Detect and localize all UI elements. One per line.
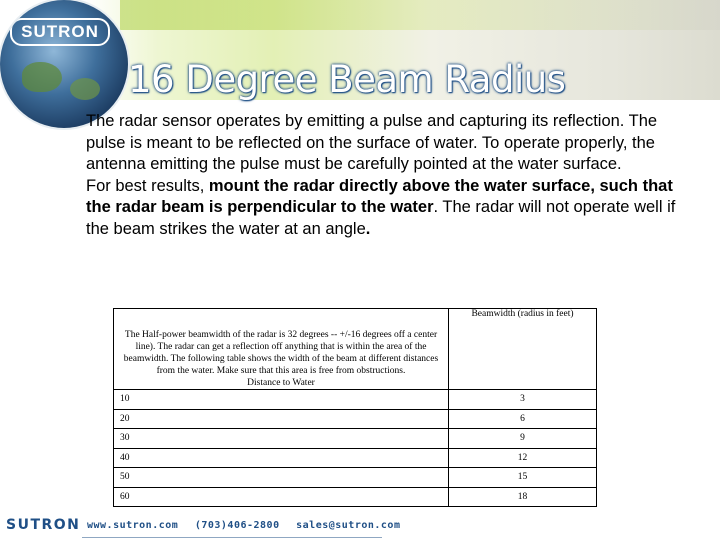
beamwidth-cell: 15	[449, 468, 597, 488]
beamwidth-cell: 6	[449, 409, 597, 429]
paragraph-1: The radar sensor operates by emitting a pulse and capturing its reflection. The pulse is meant to be reflected on the surface of water. To operate properly, the antenna emitting the pulse must be carefully pointed at the water surface.	[86, 112, 658, 173]
table-row	[114, 487, 597, 507]
distance-cell: 50	[114, 468, 449, 488]
table-row	[114, 390, 597, 410]
column-header-distance: Distance to Water	[247, 378, 315, 388]
body-text	[86, 111, 686, 240]
footer-contact	[87, 520, 400, 531]
table-row	[114, 448, 597, 468]
beamwidth-table	[113, 308, 597, 507]
paragraph-2	[86, 176, 686, 241]
distance-cell: 30	[114, 429, 449, 449]
footer-email: sales@sutron.com	[296, 520, 401, 531]
distance-cell: 10	[114, 390, 449, 410]
beamwidth-cell: 18	[449, 487, 597, 507]
footer	[0, 515, 720, 540]
beamwidth-cell: 9	[449, 429, 597, 449]
paragraph-2-period: .	[365, 219, 371, 238]
logo-wordmark: SUTRON	[10, 18, 110, 46]
paragraph-2-emphasis: mount the radar directly above the water surface, such that the radar beam is perpendicular to the water	[86, 176, 673, 216]
description-cell	[114, 309, 449, 390]
table-header-row	[114, 309, 597, 390]
table-row	[114, 409, 597, 429]
table-row	[114, 429, 597, 449]
table-description: The Half-power beamwidth of the radar is 32 degrees -- +/-16 degrees off a center line). The radar can get a reflection off anything that is within the area of the beamwidth. The following table shows the width of the beam at different distances from the water. Make sure that this area is free from obstructions.	[123, 330, 439, 376]
distance-cell: 20	[114, 409, 449, 429]
globe-land-shape	[70, 78, 100, 100]
paragraph-2-lead: For best results,	[86, 176, 209, 195]
paragraph-2-tail: . The radar will not operate well if the beam strikes the water at an angle	[86, 198, 676, 238]
sutron-globe-logo	[0, 0, 128, 128]
column-header-beamwidth: Beamwidth (radius in feet)	[449, 309, 597, 390]
footer-rule	[82, 537, 382, 538]
footer-website: www.sutron.com	[87, 520, 179, 531]
footer-phone: (703)406-2800	[194, 520, 280, 531]
beamwidth-cell: 3	[449, 390, 597, 410]
slide-title: 16 Degree Beam Radius	[128, 58, 566, 101]
globe-land-shape	[22, 62, 62, 92]
distance-cell: 60	[114, 487, 449, 507]
beamwidth-cell: 12	[449, 448, 597, 468]
footer-brand: SUTRON	[6, 517, 81, 533]
distance-cell: 40	[114, 448, 449, 468]
table-row	[114, 468, 597, 488]
